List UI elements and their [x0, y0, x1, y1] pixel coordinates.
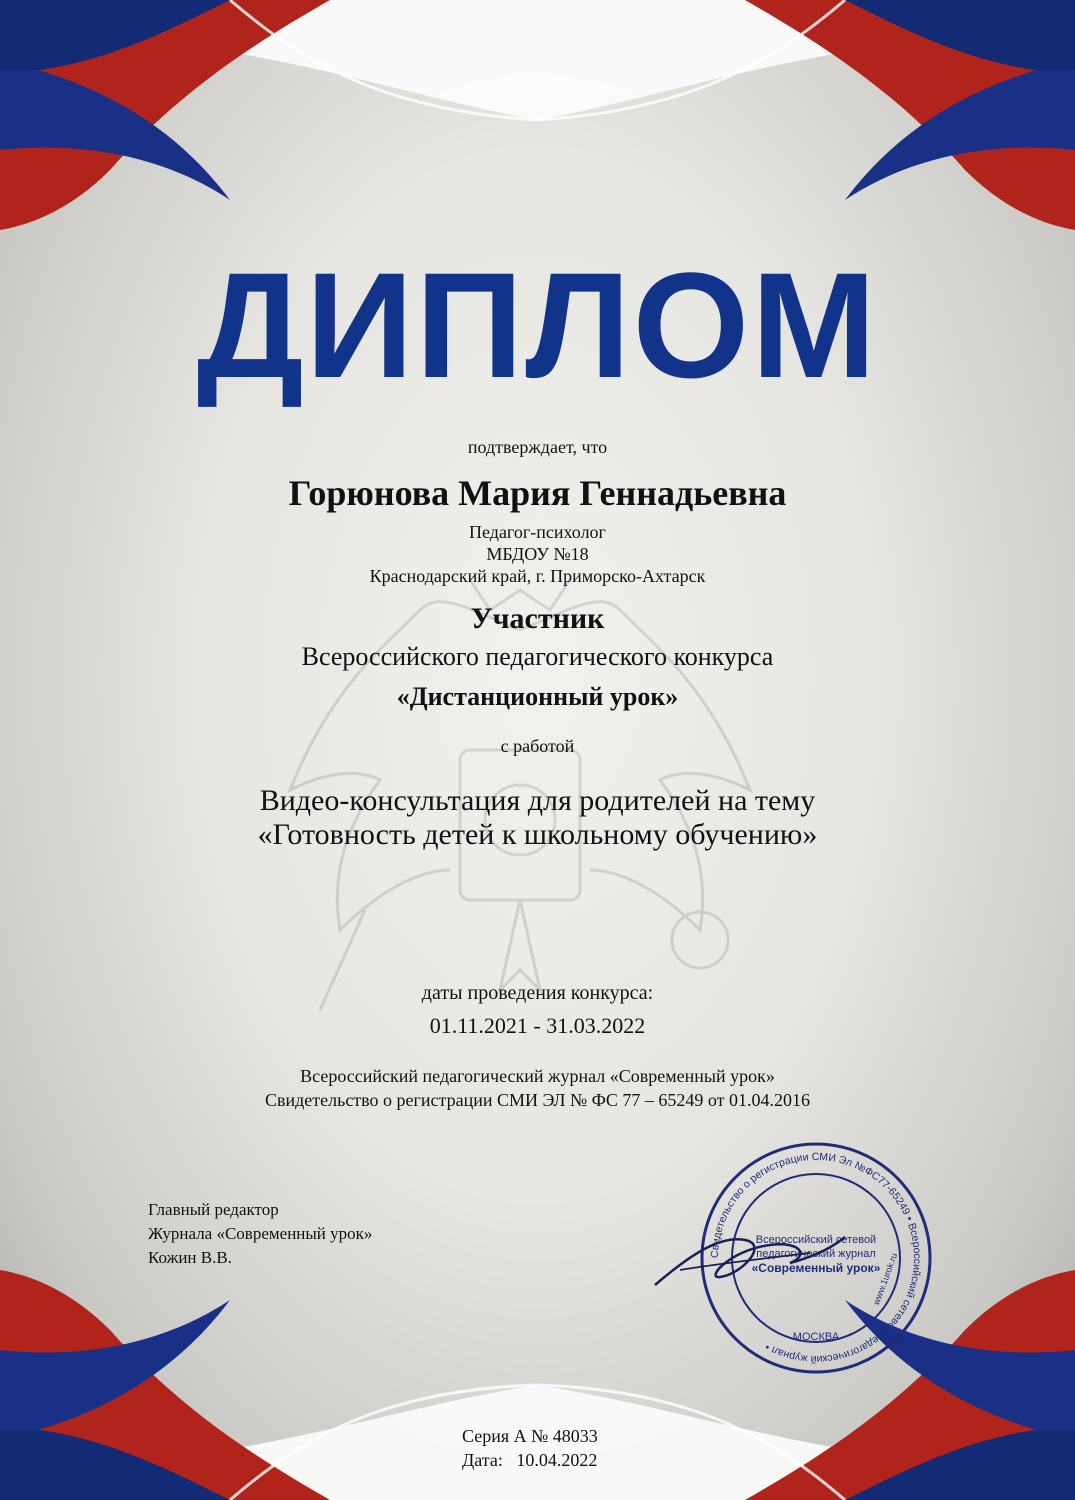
work-title-line2: «Готовность детей к школьному обучению» [257, 818, 818, 851]
contest-description: Всероссийского педагогического конкурса [301, 642, 774, 671]
editor-title: Главный редактор [148, 1200, 279, 1219]
editor-name: Кожин В.В. [148, 1248, 232, 1267]
top-ribbon-decoration [0, 0, 1075, 230]
confirms-text: подтверждает, что [467, 437, 608, 457]
seal-inner-line3: «Современный урок» [751, 1261, 881, 1275]
work-title-line1: Видео-консультация для родителей на тему [259, 784, 816, 817]
contest-name: «Дистанционный урок» [396, 682, 679, 711]
recipient-name: Горюнова Мария Геннадьевна [288, 473, 787, 513]
editor-block [148, 1198, 372, 1270]
recipient-location: Краснодарский край, г. Приморско-Ахтарск [369, 566, 706, 586]
award-role: Участник [470, 602, 605, 635]
serial-block [462, 1424, 598, 1472]
recipient-position: Педагог-психолог [469, 522, 606, 542]
seal-site: www.1urok.ru [871, 1251, 900, 1307]
recipient-organization: МБДОУ №18 [486, 544, 589, 564]
journal-name: Всероссийский педагогический журнал «Современный урок» [300, 1066, 775, 1086]
issue-date: Дата: 10.04.2022 [462, 1450, 598, 1470]
dates-label: даты проведения конкурса: [421, 982, 654, 1004]
seal-inner-line1: Всероссийский сетевой [755, 1234, 877, 1246]
registration-text: Свидетельство о регистрации СМИ ЭЛ № ФС 77 – 65249 от 01.04.2016 [264, 1090, 811, 1110]
with-work-label: с работой [500, 736, 575, 756]
seal-outer-text: Свидетельство о регистрации СМИ Эл №ФС77-65249 • Всероссийский сетевой педагогический журнал • [708, 1150, 924, 1366]
dates-value: 01.11.2021 - 31.03.2022 [429, 1013, 646, 1038]
serial-number: Серия А № 48033 [462, 1426, 598, 1446]
seal-inner-line2: педагогический журнал [756, 1248, 876, 1260]
diploma-title: ДИПЛОМ [196, 241, 879, 409]
seal-city: МОСКВА [792, 1331, 840, 1343]
editor-journal: Журнала «Современный урок» [148, 1224, 373, 1243]
editor-signature [650, 1215, 850, 1295]
